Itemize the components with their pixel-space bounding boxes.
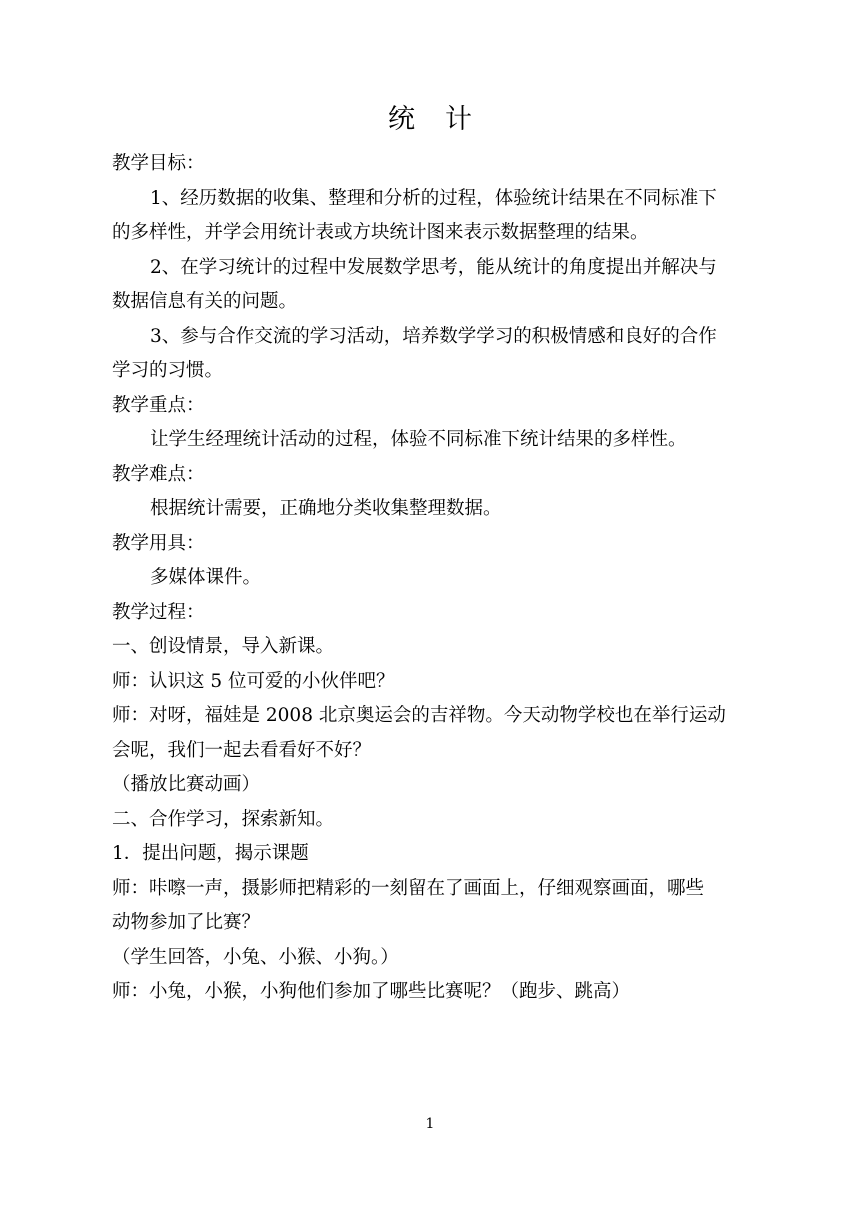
section-heading: 教学重点： [112, 394, 205, 416]
text-line: 数据信息有关的问题。 [112, 291, 298, 312]
text-line: 师：对呀，福娃是 2008 北京奥运会的吉祥物。今天动物学校也在举行运动 [112, 705, 726, 726]
section-heading: 教学用具： [112, 532, 205, 554]
text-line: 1、经历数据的收集、整理和分析的过程，体验统计结果在不同标准下 [150, 187, 717, 209]
text-line: 让学生经理统计活动的过程，体验不同标准下统计结果的多样性。 [150, 429, 687, 450]
page-number: 1 [425, 1116, 435, 1132]
section-heading: 教学过程： [112, 601, 205, 623]
text-line: 3、参与合作交流的学习活动，培养数学学习的积极情感和良好的合作 [150, 325, 717, 347]
text-line: 教学目标： [112, 153, 205, 174]
text-line: 师：咔嚓一声，摄影师把精彩的一刻留在了画面上，仔细观察画面，哪些 [112, 877, 705, 899]
text-line: （学生回答，小兔、小猴、小狗。） [112, 946, 399, 968]
text-line: 会呢，我们一起去看看好不好？ [112, 739, 372, 761]
text-line: 多媒体课件。 [150, 567, 262, 588]
page-title: 统计 [388, 104, 502, 135]
text-line: 一、创设情景，导入新课。 [112, 636, 335, 657]
text-line: 根据统计需要，正确地分类收集整理数据。 [150, 498, 502, 519]
text-line: 二、合作学习，探索新知。 [112, 808, 335, 830]
text-line: 1．提出问题，揭示课题 [112, 843, 309, 864]
text-line: 动物参加了比赛？ [112, 912, 261, 933]
text-line: 的多样性，并学会用统计表或方块统计图来表示数据整理的结果。 [112, 222, 649, 243]
text-line: 2、在学习统计的过程中发展数学思考，能从统计的角度提出并解决与 [150, 256, 717, 278]
text-line: 师：小兔，小猴，小狗他们参加了哪些比赛呢？（跑步、跳高） [112, 981, 631, 1002]
text-line: （播放比赛动画） [112, 774, 261, 795]
section-heading: 教学难点： [112, 463, 205, 485]
text-line: 师：认识这 5 位可爱的小伙伴吧？ [112, 670, 395, 692]
text-line: 学习的习惯。 [112, 360, 224, 381]
document-body [112, 147, 754, 1010]
